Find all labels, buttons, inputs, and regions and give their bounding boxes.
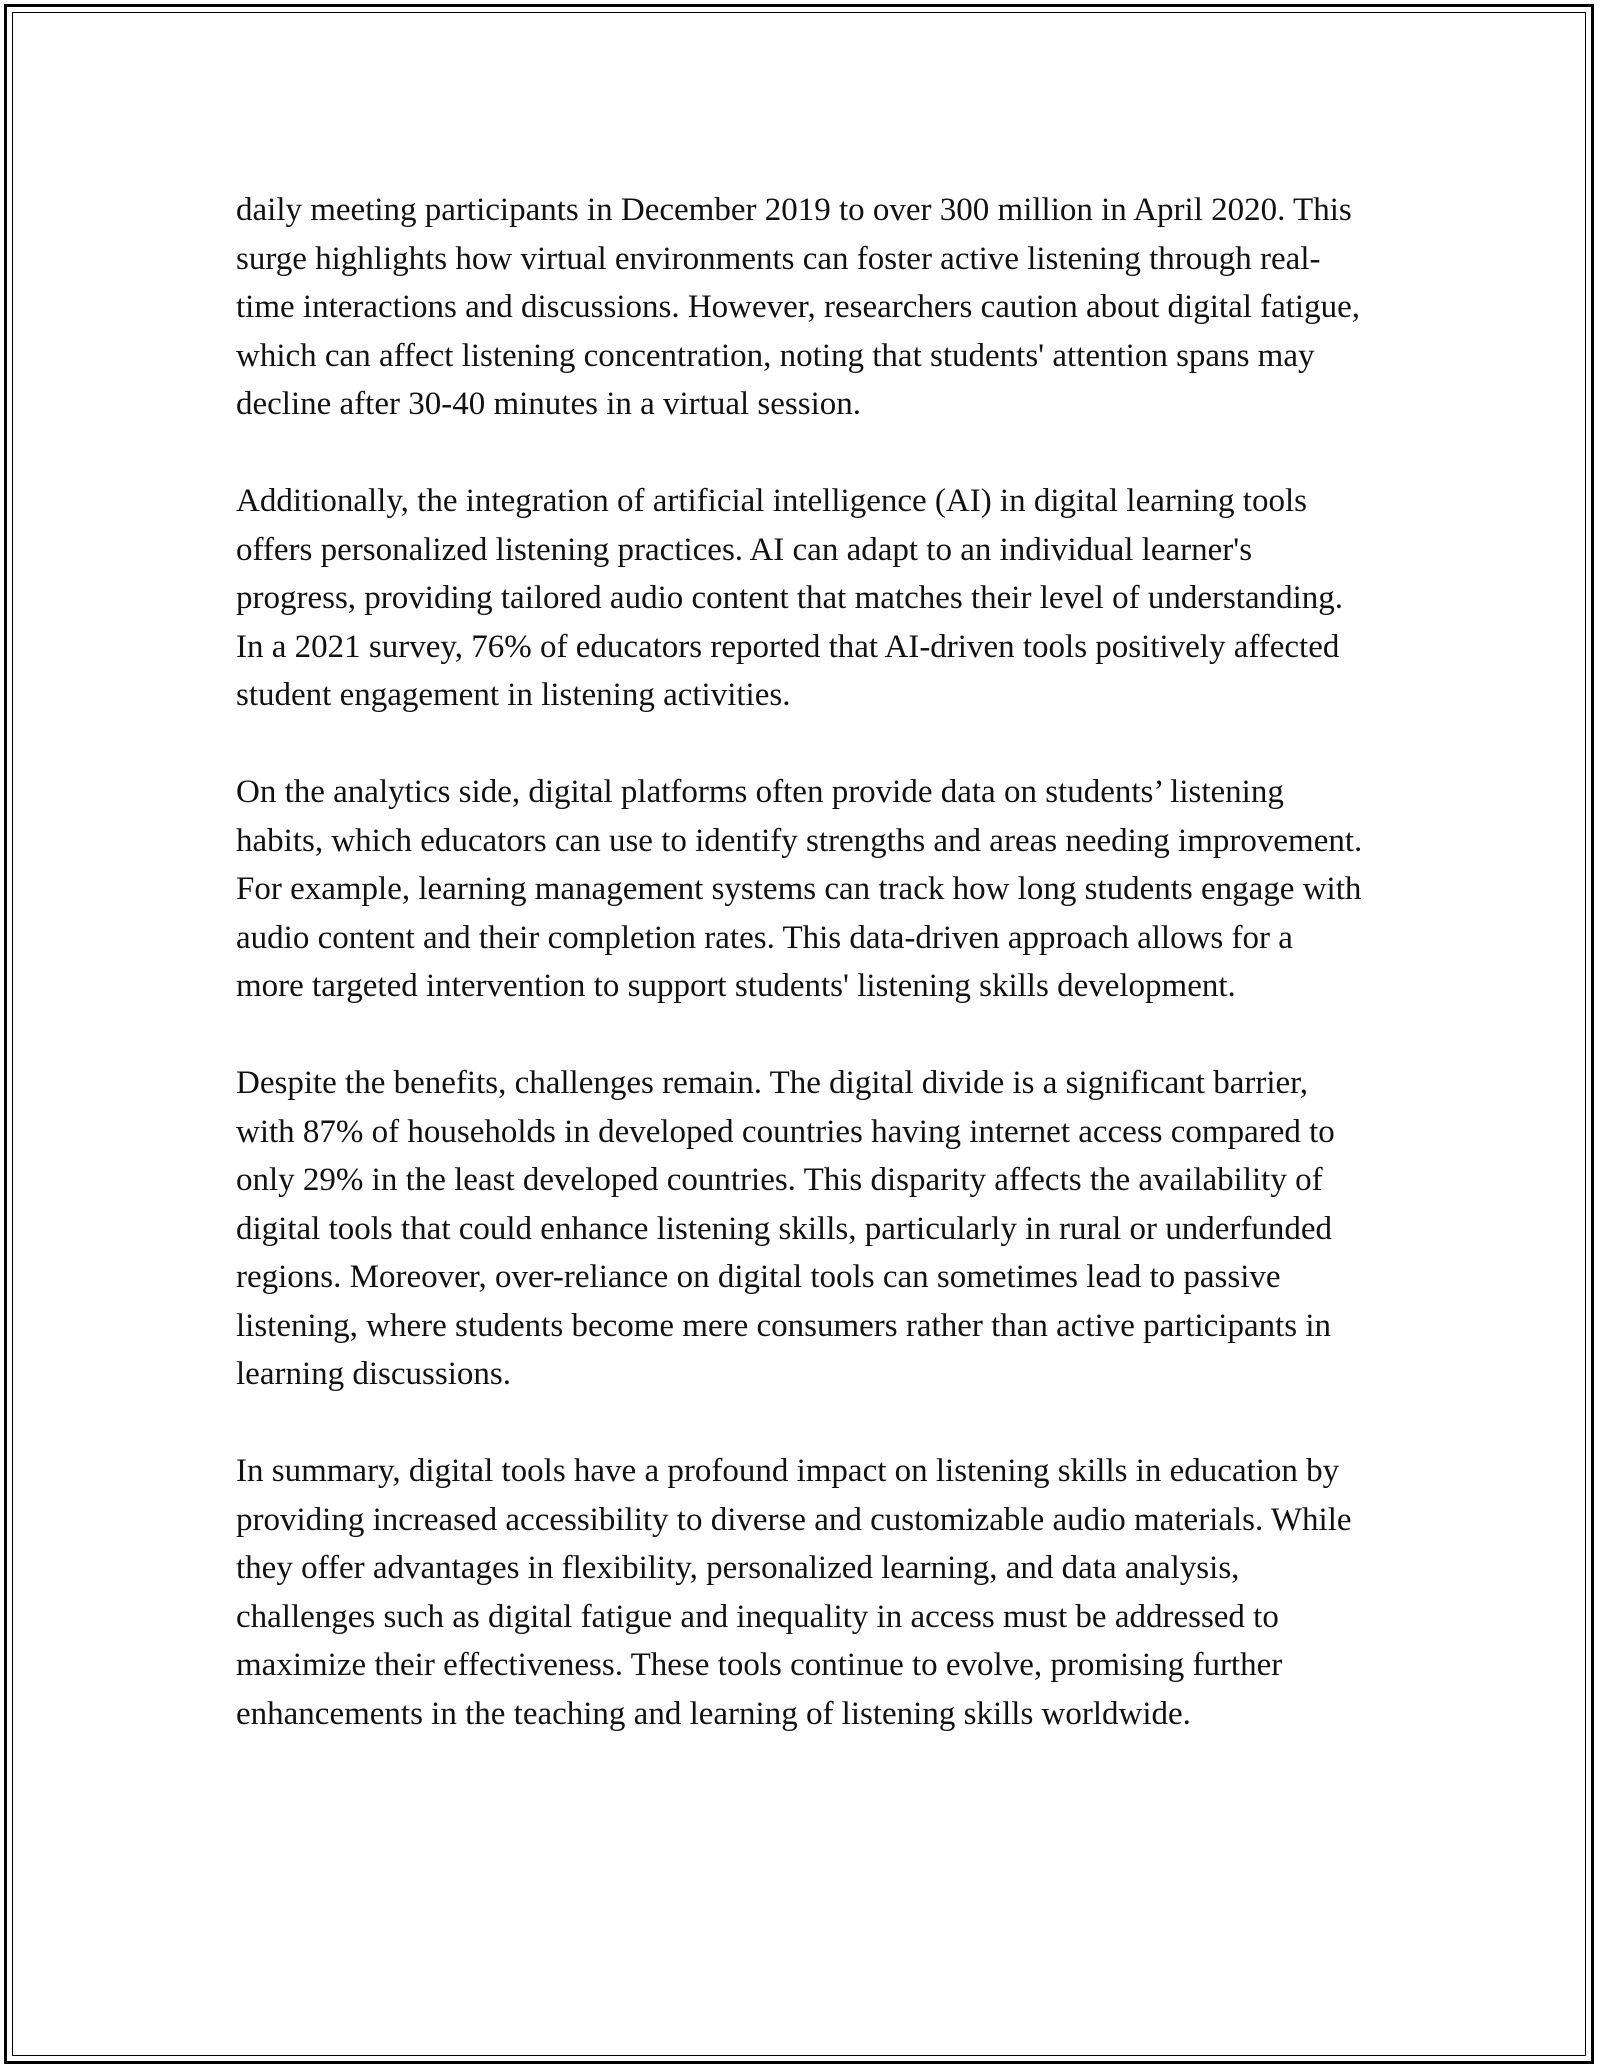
paragraph-1: daily meeting participants in December 2019 to over 300 million in April 2020. This surge highlights how virtual environments can foster active listening through real-time interactions and discussions. However, researchers caution about digital fatigue, which can affect listening concentration, noting that students' attention spans may decline after 30-40 minutes in a virtual session. xyxy=(236,192,1360,422)
paragraph-2: Additionally, the integration of artificial intelligence (AI) in digital learning tools offers personalized listening practices. AI can adapt to an individual learner's progress, providing tailored audio content that matches their level of understanding. In a 2021 survey, 76% of educators reported that AI-driven tools positively affected student engagement in listening activities. xyxy=(236,483,1344,713)
paragraph-3: On the analytics side, digital platforms often provide data on students’ listening habits, which educators can use to identify strengths and areas needing improvement. For example, learning management systems can track how long students engage with audio content and their completion rates. This data-driven approach allows for a more targeted intervention to support students' listening skills development. xyxy=(236,774,1363,1004)
paragraph-5: In summary, digital tools have a profound impact on listening skills in education by providing increased accessibility to diverse and customizable audio materials. While they offer advantages in flexibility, personalized learning, and data analysis, challenges such as digital fatigue and inequality in access must be addressed to maximize their effectiveness. These tools continue to evolve, promising further enhancements in the teaching and learning of listening skills worldwide. xyxy=(236,1453,1352,1732)
document-body xyxy=(236,186,1366,1787)
paragraph-4: Despite the benefits, challenges remain. The digital divide is a significant barrier, with 87% of households in developed countries having internet access compared to only 29% in the least developed countries. This disparity affects the availability of digital tools that could enhance listening skills, particularly in rural or underfunded regions. Moreover, over-reliance on digital tools can sometimes lead to passive listening, where students become mere consumers rather than active participants in learning discussions. xyxy=(236,1065,1335,1392)
